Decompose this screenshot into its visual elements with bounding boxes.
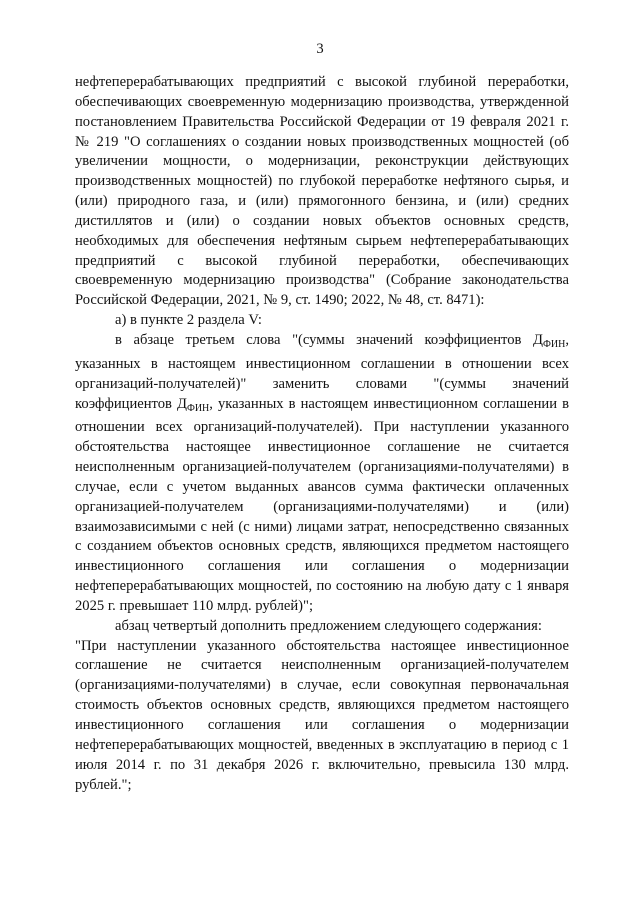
paragraph-quoted-addition: "При наступлении указанного обстоятельства настоящее инвестиционное соглашение не считается неисполненным организацией-получателем (организациями-получателями) в случае, если совокупная первоначальная стоимость объектов основных средств, являющихся предметом настоящего инвестиционного соглашения или соглашения о модернизации нефтеперерабатывающих мощностей, введенных в эксплуатацию в период с 1 июля 2014 г. по 31 декабря 2026 г. включительно, превысила 130 млрд. рублей."; xyxy=(75,637,569,793)
amendment-text-part2: , указанных в настоящем инвестиционном соглашении в отношении всех организаций-получателей)" заменить словами "(суммы значений коэффициентов Д xyxy=(75,331,569,412)
subscript-fin-1: ФИН xyxy=(543,338,566,350)
document-body xyxy=(75,73,569,795)
subscript-fin-2: ФИН xyxy=(186,402,210,414)
paragraph-item-a: а) в пункте 2 раздела V: xyxy=(115,312,262,329)
page-number: 3 xyxy=(316,41,324,57)
amendment-text-part1: в абзаце третьем слова "(суммы значений коэффициентов Д xyxy=(115,331,543,348)
amendment-text-part3: , указанных в настоящем инвестиционном соглашении в отношении всех организаций-получателей). При наступлении указанного обстоятельства настоящее инвестиционное соглашение не считается неисполненным организацией-получателем (организациями-получателями) в случае, если с учетом выданных авансов сумма фактически оплаченных организацией-получателем (организациями-получателями) и (или) взаимозависимыми с ней (с ними) лицами затрат, непосредственно связанных с созданием объектов основных средств, являющихся предметом настоящего инвестиционного соглашения или соглашения о модернизации нефтеперерабатывающих мощностей, по состоянию на любую дату с 1 января 2025 г. превышает 110 млрд. рублей)"; xyxy=(75,395,569,614)
paragraph-amendment-third xyxy=(75,331,569,617)
paragraph-amendment-fourth: абзац четвертый дополнить предложением следующего содержания: xyxy=(115,617,542,634)
paragraph-intro: нефтеперерабатывающих предприятий с высокой глубиной переработки, обеспечивающих своевременную модернизацию производства, утвержденной постановлением Правительства Российской Федерации от 19 февраля 2021 г. № 219 "О соглашениях о создании новых производственных мощностей (об увеличении мощности, о модернизации, реконструкции действующих производственных мощностей) по глубокой переработке нефтяного сырья, и (или) природного газа, и (или) прямогонного бензина, и (или) средних дистиллятов и (или) о создании новых объектов основных средств, необходимых для обеспечения нефтяным сырьем нефтеперерабатывающих предприятий с высокой глубиной переработки, обеспечивающих своевременную модернизацию производства" (Собрание законодательства Российской Федерации, 2021, № 9, ст. 1490; 2022, № 48, ст. 8471): xyxy=(75,74,569,309)
